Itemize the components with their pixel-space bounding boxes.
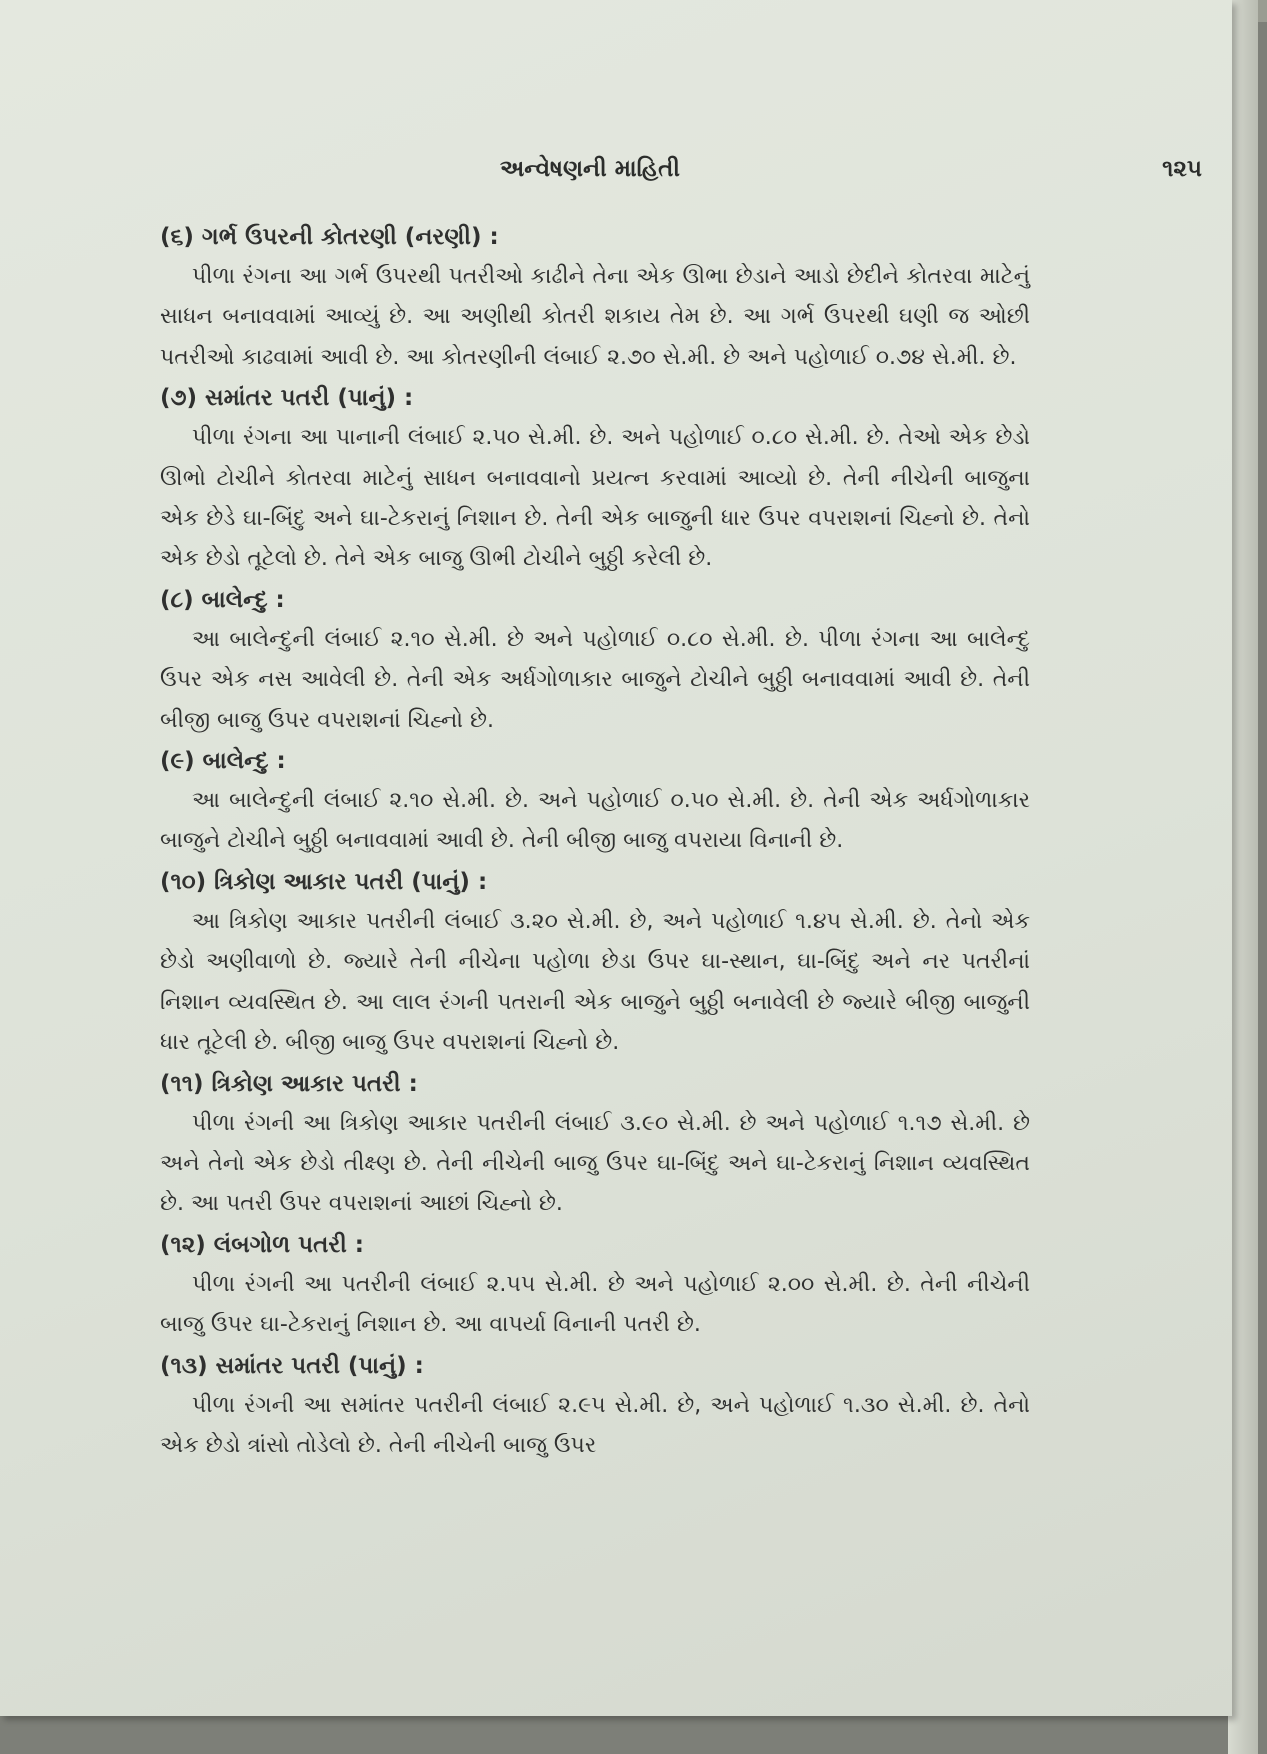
section-heading: (૬) ગર્ભ ઉપરની કોતરણી (નરણી) : (160, 224, 499, 250)
section-heading: (૧૨) લંબગોળ પતરી : (160, 1231, 364, 1258)
section-heading: (૯) બાલેન્દુ : (160, 748, 286, 775)
section-9 (160, 741, 1030, 862)
section-heading: (૭) સમાંતર પતરી (પાનું) : (160, 385, 414, 412)
page-body (160, 217, 1030, 1466)
section-6 (160, 217, 1030, 378)
section-heading: (૧૦) ત્રિકોણ આકાર પતરી (પાનું) : (160, 868, 488, 895)
section-paragraph: આ ત્રિકોણ આકાર પતરીની લંબાઈ ૩.૨૦ સે.મી. છે, અને પહોળાઈ ૧.૪૫ સે.મી. છે. તેનો એક છેડો અણીવાળો છે. જ્યારે તેની નીચેના પહોળા છેડા ઉપર ઘા-સ્થાન, ઘા-બિંદુ અને નર પતરીનાં નિશાન વ્યવસ્થિત છે. આ લાલ રંગની પતરાની એક બાજુને બુઠ્ઠી બનાવેલી છે જ્યારે બીજી બાજુની ધાર તૂટેલી છે. બીજી બાજુ ઉપર વપરાશનાં ચિહ્નો છે. (160, 908, 1030, 1056)
section-paragraph: પીળા રંગના આ ગર્ભ ઉપરથી પતરીઓ કાઢીને તેના એક ઊભા છેડાને આડો છેદીને કોતરવા માટેનું સાધન બનાવવામાં આવ્યું છે. આ અણીથી કોતરી શકાય તેમ છે. આ ગર્ભ ઉપરથી ઘણી જ ઓછી પતરીઓ કાઢવામાં આવી છે. આ કોતરણીની લંબાઈ ૨.૭૦ સે.મી. છે અને પહોળાઈ ૦.૭૪ સે.મી. છે. (160, 264, 1030, 370)
section-10 (160, 862, 1030, 1064)
section-8 (160, 580, 1030, 741)
section-12 (160, 1225, 1030, 1346)
page-header (160, 156, 1202, 190)
section-heading: (૧૧) ત્રિકોણ આકાર પતરી : (160, 1070, 418, 1097)
section-paragraph: પીળા રંગની આ સમાંતર પતરીની લંબાઈ ૨.૯૫ સે.મી. છે, અને પહોળાઈ ૧.૩૦ સે.મી. છે. તેનો એક છેડો ત્રાંસો તોડેલો છે. તેની નીચેની બાજુ ઉપર (160, 1392, 1030, 1458)
section-paragraph: પીળા રંગની આ ત્રિકોણ આકાર પતરીની લંબાઈ ૩.૯૦ સે.મી. છે અને પહોળાઈ ૧.૧૭ સે.મી. છે અને તેનો એક છેડો તીક્ષ્ણ છે. તેની નીચેની બાજુ ઉપર ઘા-બિંદુ અને ઘા-ટેકરાનું નિશાન વ્યવસ્થિત છે. આ પતરી ઉપર વપરાશનાં આછાં ચિહ્નો છે. (160, 1110, 1030, 1217)
section-paragraph: આ બાલેન્દુની લંબાઈ ૨.૧૦ સે.મી. છે. અને પહોળાઈ ૦.૫૦ સે.મી. છે. તેની એક અર્ધગોળાકાર બાજુને ટોચીને બુઠ્ઠી બનાવવામાં આવી છે. તેની બીજી બાજુ વપરાયા વિનાની છે. (160, 788, 1030, 854)
section-paragraph: પીળા રંગના આ પાનાની લંબાઈ ૨.૫૦ સે.મી. છે. અને પહોળાઈ ૦.૮૦ સે.મી. છે. તેઓ એક છેડો ઊભો ટોચીને કોતરવા માટેનું સાધન બનાવવાનો પ્રયત્ન કરવામાં આવ્યો છે. તેની નીચેની બાજુના એક છેડે ઘા-બિંદુ અને ઘા-ટેકરાનું નિશાન છે. તેની એક બાજુની ધાર ઉપર વપરાશનાં ચિહ્નો છે. તેનો એક છેડો તૂટેલો છે. તેને એક બાજુ ઊભી ટોચીને બુઠ્ઠી કરેલી છે. (160, 425, 1030, 572)
section-11 (160, 1064, 1030, 1225)
underlying-page-edge (1228, 0, 1258, 1754)
section-7 (160, 378, 1030, 580)
section-heading: (૮) બાલેન્દુ : (160, 586, 285, 613)
section-13 (160, 1346, 1030, 1467)
section-heading: (૧૩) સમાંતર પતરી (પાનું) : (160, 1352, 424, 1379)
running-title: અન્વેષણની માહિતી (500, 156, 681, 182)
section-paragraph: આ બાલેન્દુની લંબાઈ ૨.૧૦ સે.મી. છે અને પહોળાઈ ૦.૮૦ સે.મી. છે. પીળા રંગના આ બાલેન્દુ ઉપર એક નસ આવેલી છે. તેની એક અર્ધગોળાકાર બાજુને ટોચીને બુઠ્ઠી બનાવવામાં આવી છે. તેની બીજી બાજુ ઉપર વપરાશનાં ચિહ્નો છે. (160, 626, 1030, 733)
page-number: ૧૨૫ (1162, 156, 1202, 182)
section-paragraph: પીળા રંગની આ પતરીની લંબાઈ ૨.૫૫ સે.મી. છે અને પહોળાઈ ૨.૦૦ સે.મી. છે. તેની નીચેની બાજુ ઉપર ઘા-ટેકરાનું નિશાન છે. આ વાપર્યા વિનાની પતરી છે. (160, 1271, 1030, 1338)
